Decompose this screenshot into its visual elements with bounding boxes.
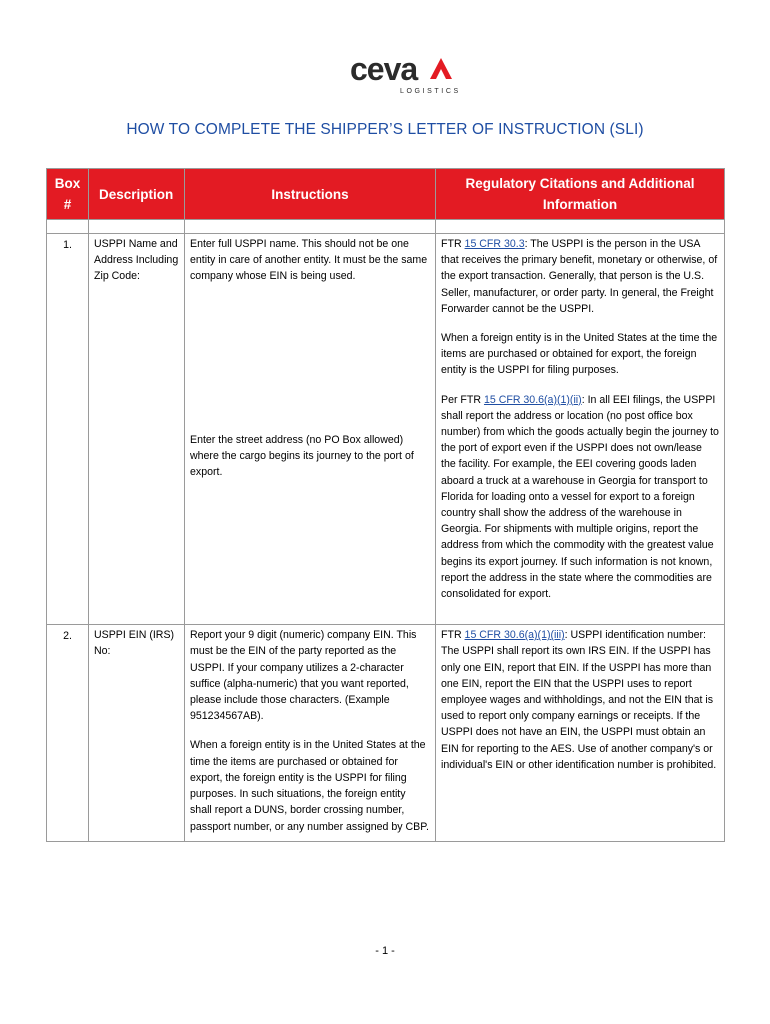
header-description: Description [89, 169, 185, 220]
header-instructions: Instructions [185, 169, 436, 220]
header-box-number: Box # [47, 169, 89, 220]
sli-table [46, 168, 725, 842]
regulatory-text: When a foreign entity is in the United States at the time the items are purchased or obtained for export, the foreign entity is the USPPI for filing purposes. [441, 332, 718, 377]
instruction-text: When a foreign entity is in the United States at the time the items are purchased or obtained for export, the foreign entity is the USPPI for filing purposes. In such situations, the foreign entity shall report a DUNS, border crossing number, passport number, or any number assigned by CBP. [190, 739, 429, 833]
row-regulatory [436, 625, 725, 841]
reg-prefix: FTR [441, 629, 465, 642]
logo-wordmark: ceva [350, 52, 418, 87]
page-title: HOW TO COMPLETE THE SHIPPER’S LETTER OF INSTRUCTION (SLI) [126, 121, 644, 138]
regulatory-text [441, 392, 719, 603]
reg-prefix: FTR [441, 238, 465, 250]
row-regulatory [436, 234, 725, 625]
instruction-text: Enter full USPPI name. This should not be one entity in care of another entity. It must be the same company whose EIN is being used. [190, 238, 428, 283]
row-description: USPPI EIN (IRS) No: [89, 625, 185, 841]
cfr-link[interactable]: 15 CFR 30.3 [464, 238, 525, 250]
regulatory-text [441, 627, 719, 773]
row-description: USPPI Name and Address Including Zip Code: [89, 234, 185, 625]
reg-body: : USPPI identification number: The USPPI shall report its own IRS EIN. If the USPPI has only one EIN, report that EIN. If the USPPI has more than one EIN, report the EIN that the USPPI uses to report employee wages and withholdings, and not the EIN that is used to report only company earnings or receipts. If the USPPI does not have an EIN, the USPPI must obtain an EIN for reporting to the AES. Use of another company's or individual's EIN or other identification number is prohibited. [441, 629, 717, 771]
row-instructions [185, 625, 436, 841]
cfr-link[interactable]: 15 CFR 30.6(a)(1)(ii) [483, 393, 582, 406]
reg-body: : The USPPI is the person in the USA that receives the primary benefit, monetary or otherwise, of the export transaction. Generally, that person is the U.S. Seller, manufacturer, or order party. In general, the Freight Forwarder cannot be the USPPI. [441, 238, 718, 315]
table-header-row [47, 169, 725, 220]
table-row [47, 234, 725, 625]
regulatory-text [441, 236, 719, 317]
row-instructions [185, 234, 436, 625]
ceva-logo-mark [348, 52, 460, 96]
row-box-number: 1. [47, 234, 89, 625]
page-number: - 1 - [375, 945, 395, 957]
reg-body: : In all EEI filings, the USPPI shall report the address or location (no post office box number) from which the goods actually begin the journey to the port of export even if the USPPI does not own/lease the facility. For example, the EEI covering goods laden aboard a truck at a warehouse in Georgia for transport to Florida for loading onto a vessel for export to a foreign country shall show the address of the warehouse in Georgia. For shipments with multiple origins, report the address from which the commodity with the greatest value begins its export journey. If such information is not known, report the address in the state where the commodities are consolidated for export. [441, 393, 719, 601]
cfr-link[interactable]: 15 CFR 30.6(a)(1)(iii) [464, 629, 565, 642]
logo-tagline: LOGISTICS [400, 88, 460, 95]
ceva-logo [348, 52, 460, 96]
reg-prefix: Per FTR [441, 393, 484, 406]
header-regulatory: Regulatory Citations and Additional Information [436, 169, 725, 220]
table-row [47, 625, 725, 841]
logo-accent-shape [430, 58, 452, 79]
spacer-row [47, 220, 725, 234]
row-box-number: 2. [47, 625, 89, 841]
instruction-text: Enter the street address (no PO Box allowed) where the cargo begins its journey to the port of export. [190, 433, 414, 479]
instruction-text: Report your 9 digit (numeric) company EIN. This must be the EIN of the party reported as the USPPI. If your company utilizes a 2-character suffice (alpha-numeric) that you want reported, please include those characters. (Example 951234567AB). [190, 629, 417, 723]
